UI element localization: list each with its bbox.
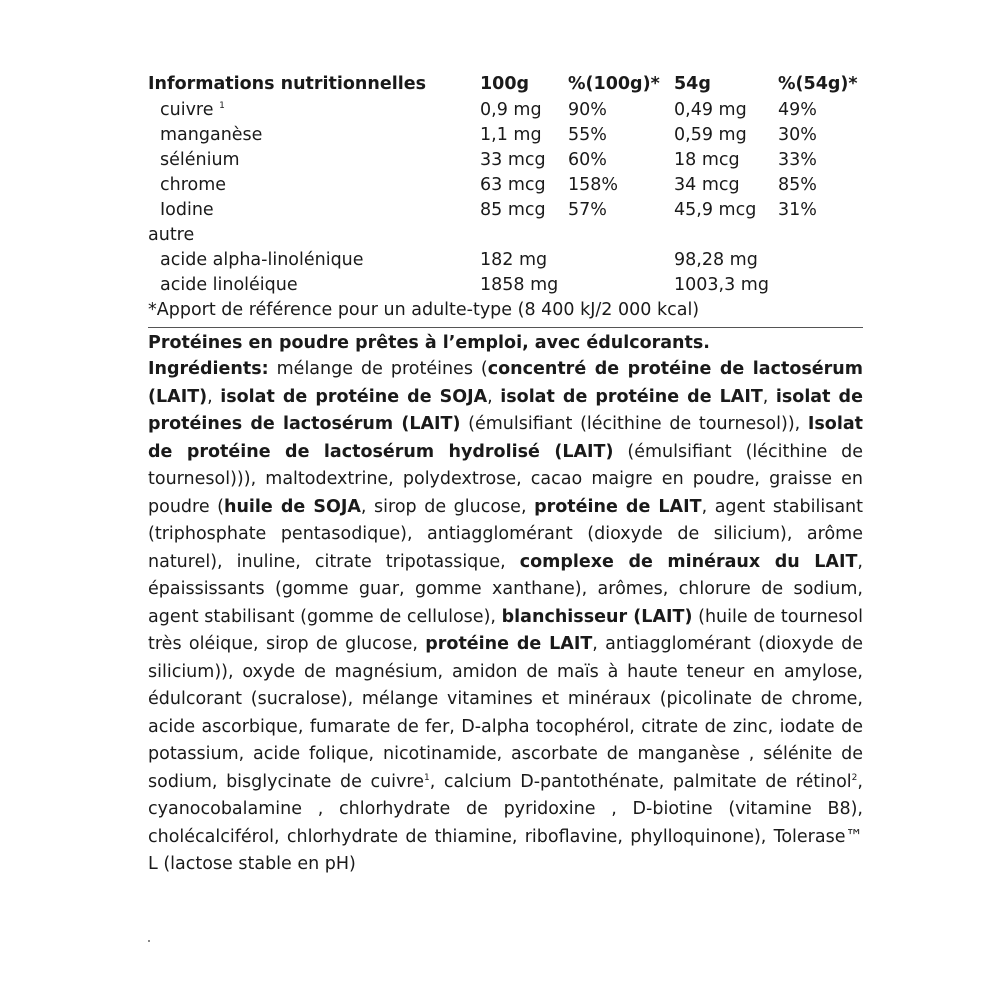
ingredient-bold: blanchisseur (LAIT) <box>501 606 693 627</box>
footnote-marker: 1 <box>219 101 225 111</box>
value-54g: 34 mcg <box>674 175 740 195</box>
header-percent-100g: %(100g)* <box>568 74 660 94</box>
table-row <box>148 198 863 223</box>
footnote-marker: 1 <box>423 772 430 783</box>
value-54g: 18 mcg <box>674 150 740 170</box>
ingredient-text: , <box>487 386 501 407</box>
ingredient-bold: huile de SOJA <box>224 496 361 517</box>
value-100g: 1,1 mg <box>480 125 542 145</box>
value-100g: 1858 mg <box>480 275 559 295</box>
nutrient-name: chrome <box>160 175 227 195</box>
percent-100g: 55% <box>568 125 607 145</box>
table-row <box>148 98 863 123</box>
ingredient-bold: complexe de minéraux du LAIT <box>519 551 858 572</box>
table-row <box>148 173 863 198</box>
ingredient-text: (émulsifiant (lécithine de tournesol)), <box>460 414 808 434</box>
percent-100g: 158% <box>568 175 619 195</box>
header-percent-54g: %(54g)* <box>778 74 858 94</box>
value-100g: 85 mcg <box>480 200 546 220</box>
value-54g: 45,9 mcg <box>674 200 757 220</box>
value-54g: 98,28 mg <box>674 250 758 270</box>
ingredient-bold: concentré de protéine de lactosérum (LAIT) <box>148 359 863 407</box>
table-header <box>148 72 863 98</box>
table-row <box>148 148 863 173</box>
ingredients-text <box>148 356 863 879</box>
ingredient-text: , cyanocobalamine , chlorhydrate de pyridoxine , D-biotine (vitamine B8), cholécalciférol, chlorhydrate de thiamine, riboflavine, phylloquinone), Tolerase™ L (lactose stable en pH) <box>148 771 863 874</box>
nutrient-name: Iodine <box>160 200 214 220</box>
nutrient-name: cuivre <box>160 100 214 120</box>
divider-mark <box>148 940 150 942</box>
nutrient-name: manganèse <box>160 125 263 145</box>
percent-100g: 60% <box>568 150 607 170</box>
nutrition-label <box>148 72 863 879</box>
ingredient-text: , antiagglomérant (dioxyde de silicium)), oxyde de magnésium, amidon de maïs à haute teneur en amylose, édulcorant (sucralose), mélange vitamines et minéraux (picolinate de chrome, acide ascorbique, fumarate de fer, D-alpha tocophérol, citrate de zinc, iodate de potassium, acide folique, nicotinamide, ascorbate de manganèse , sélénite de sodium, bisglycinate de cuivre <box>148 634 864 792</box>
header-nutrition-info: Informations nutritionnelles <box>148 74 427 94</box>
ingredient-text: , sirop de glucose, <box>360 496 535 517</box>
nutrient-name: sélénium <box>160 150 240 170</box>
ingredient-bold: isolat de protéines de lactosérum (LAIT) <box>148 386 863 434</box>
ingredient-bold: isolat de protéine de SOJA <box>220 386 488 407</box>
ingredient-text: , calcium D-pantothénate, palmitate de rétinol <box>429 771 852 792</box>
ingredient-bold: protéine de LAIT <box>425 634 593 654</box>
table-row <box>148 123 863 148</box>
ingredient-text: (émulsifiant (lécithine de tournesol))), maltodextrine, polydextrose, cacao maigre en poudre, graisse en poudre ( <box>148 441 864 517</box>
ingredient-bold: Ingrédients: <box>148 359 269 379</box>
section-row <box>148 223 863 248</box>
ingredient-text: , <box>762 386 776 407</box>
nutrient-name: acide alpha-linolénique <box>160 250 364 270</box>
value-100g: 182 mg <box>480 250 548 270</box>
header-per-100g: 100g <box>480 74 530 94</box>
ingredient-text: (huile de tournesol très oléique, sirop de glucose, <box>148 606 863 654</box>
product-intro: Protéines en poudre prêtes à l’emploi, avec édulcorants. <box>148 333 710 353</box>
other-section-label: autre <box>148 225 195 245</box>
percent-54g: 30% <box>778 125 817 145</box>
value-54g: 1003,3 mg <box>674 275 769 295</box>
ingredient-text: mélange de protéines ( <box>268 359 488 379</box>
value-54g: 0,49 mg <box>674 100 747 120</box>
percent-54g: 85% <box>778 175 817 195</box>
value-100g: 33 mcg <box>480 150 546 170</box>
table-row <box>148 248 863 273</box>
value-100g: 0,9 mg <box>480 100 542 120</box>
ingredient-bold: protéine de LAIT <box>534 496 702 517</box>
percent-54g: 33% <box>778 150 817 170</box>
reference-note: *Apport de référence pour un adulte-type (8 400 kJ/2 000 kcal) <box>148 300 700 320</box>
percent-54g: 31% <box>778 200 817 220</box>
nutrition-table <box>148 72 863 298</box>
nutrient-name: acide linoléique <box>160 275 298 295</box>
ingredient-bold: Isolat de protéine de lactosérum hydrolisé (LAIT) <box>148 414 863 462</box>
header-per-54g: 54g <box>674 74 711 94</box>
value-54g: 0,59 mg <box>674 125 747 145</box>
percent-100g: 90% <box>568 100 607 120</box>
ingredient-text: , <box>207 386 221 407</box>
percent-54g: 49% <box>778 100 817 120</box>
ingredient-text: , agent stabilisant (triphosphate pentasodique), antiagglomérant (dioxyde de silicium), arôme naturel), inuline, citrate tripotassique, <box>148 496 864 572</box>
table-row <box>148 273 863 298</box>
footnote-marker: 2 <box>851 772 858 783</box>
ingredient-text: , épaississants (gomme guar, gomme xanthane), arômes, chlorure de sodium, agent stabilisant (gomme de cellulose), <box>148 551 863 627</box>
ingredient-bold: isolat de protéine de LAIT <box>500 386 763 407</box>
value-100g: 63 mcg <box>480 175 546 195</box>
divider <box>148 327 863 328</box>
percent-100g: 57% <box>568 200 607 220</box>
